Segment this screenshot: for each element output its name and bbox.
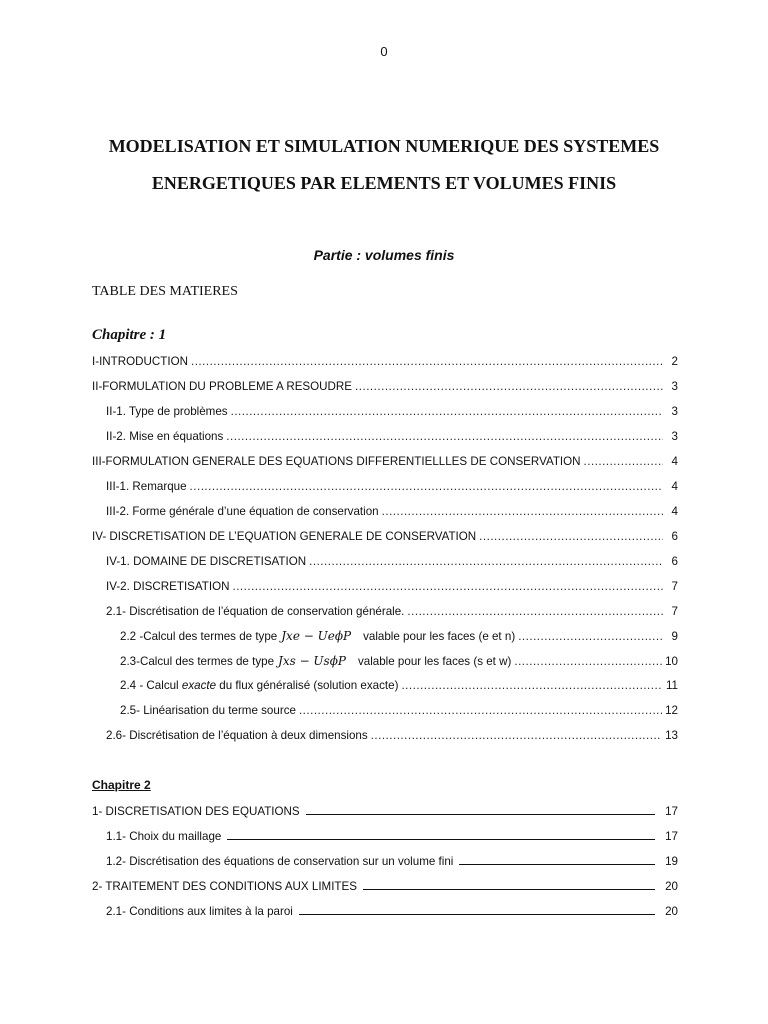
dot-leader [226, 428, 663, 446]
dot-leader [407, 603, 663, 621]
dot-leader [479, 528, 663, 546]
toc-entry [92, 528, 678, 546]
toc-entry-italic: exacte [181, 679, 217, 692]
dot-leader [518, 628, 663, 646]
toc-entry-suffix: du flux généralisé (solution exacte) [219, 679, 399, 692]
toc-entry-text: 2- TRAITEMENT DES CONDITIONS AUX LIMITES [92, 880, 357, 893]
toc-entry-page: 3 [671, 380, 678, 393]
dot-leader [190, 478, 663, 496]
line-leader [459, 852, 655, 865]
toc-entry [92, 353, 678, 371]
toc-entry [92, 802, 678, 820]
toc-entry [106, 902, 678, 920]
toc-entry-suffix: valable pour les faces (e et n) [363, 630, 516, 643]
toc-entry-page: 12 [665, 704, 678, 717]
toc-entry-prefix: 2.2 -Calcul des termes de type [120, 630, 278, 643]
toc-entry-text: 1.2- Discrétisation des équations de conservation sur un volume fini [106, 855, 454, 868]
toc-entry-text: III-1. Remarque [106, 480, 187, 493]
toc-heading: TABLE DES MATIERES [92, 284, 238, 299]
toc-entry [120, 702, 678, 720]
toc-entry-text: IV- DISCRETISATION DE L’EQUATION GENERALE DE CONSERVATION [92, 530, 477, 543]
toc-entry [106, 403, 678, 421]
toc-entry-text: IV-1. DOMAINE DE DISCRETISATION [106, 555, 307, 568]
document-title-line-1: MODELISATION ET SIMULATION NUMERIQUE DES SYSTEMES [108, 136, 660, 156]
toc-entry-page: 20 [665, 880, 678, 893]
dot-leader [309, 553, 663, 571]
toc-entry-text [120, 627, 515, 646]
toc-entry [92, 877, 678, 895]
toc-entry [106, 503, 678, 521]
dot-leader [231, 403, 663, 421]
toc-entry [106, 603, 678, 621]
toc-entry-text: II-1. Type de problèmes [106, 405, 228, 418]
toc-entry [120, 627, 678, 645]
toc-entry [106, 852, 678, 870]
toc-entry-text: 1- DISCRETISATION DES EQUATIONS [92, 805, 300, 818]
dot-leader [584, 453, 663, 471]
toc-entry [106, 428, 678, 446]
toc-entry-page: 7 [671, 580, 678, 593]
toc-entry-text: II-FORMULATION DU PROBLEME A RESOUDRE [92, 380, 353, 393]
toc-entry-page: 4 [671, 505, 678, 518]
toc-entry-page: 4 [671, 480, 678, 493]
line-leader [363, 877, 655, 890]
toc-entry-prefix: 2.3-Calcul des termes de type [120, 655, 275, 668]
document-title-line-2: ENERGETIQUES PAR ELEMENTS ET VOLUMES FINIS [151, 173, 617, 193]
dot-leader [355, 378, 663, 396]
toc-entry [106, 827, 678, 845]
toc-entry-text: 2.6- Discrétisation de l’équation à deux dimensions [106, 729, 368, 742]
toc-entry-page: 2 [671, 355, 678, 368]
line-leader [227, 827, 655, 840]
math-expression: Jxe − UeϕP [281, 629, 352, 643]
toc-entry-page: 4 [671, 455, 678, 468]
toc-entry-text: I-INTRODUCTION [92, 355, 188, 368]
dot-leader [371, 727, 662, 745]
toc-entry-page: 9 [671, 630, 678, 643]
toc-entry-page: 7 [671, 605, 678, 618]
toc-entry-text: 2.5- Linéarisation du terme source [120, 704, 296, 717]
toc-entry-page: 10 [665, 655, 678, 668]
toc-entry-text: 2.1- Discrétisation de l’équation de conservation générale. [106, 605, 405, 618]
toc-entry [106, 578, 678, 596]
toc-entry-text [120, 652, 511, 671]
toc-entry-page: 17 [665, 805, 678, 818]
toc-entry-page: 11 [665, 679, 678, 692]
toc-entry-text [120, 677, 398, 695]
dot-leader [382, 503, 663, 521]
toc-entry-page: 6 [671, 555, 678, 568]
toc-entry-page: 3 [671, 430, 678, 443]
dot-leader [401, 677, 663, 695]
chapter-2-heading: Chapitre 2 [92, 778, 151, 792]
toc-entry-page: 3 [671, 405, 678, 418]
toc-entry [106, 727, 678, 745]
dot-leader [299, 702, 662, 720]
dot-leader [514, 653, 662, 671]
toc-entry-page: 20 [665, 905, 678, 918]
toc-entry [92, 453, 678, 471]
line-leader [299, 902, 655, 915]
toc-entry-text: 1.1- Choix du maillage [106, 830, 222, 843]
toc-entry-text: III-2. Forme générale d’une équation de conservation [106, 505, 379, 518]
toc-entry-suffix: valable pour les faces (s et w) [357, 655, 512, 668]
dot-leader [191, 353, 663, 371]
toc-entry-page: 19 [665, 855, 678, 868]
toc-entry-text: III-FORMULATION GENERALE DES EQUATIONS DIFFERENTIELLLES DE CONSERVATION [92, 455, 581, 468]
toc-entry-page: 13 [665, 729, 678, 742]
chapter-1-heading: Chapitre : 1 [92, 327, 167, 343]
math-expression: Jxs − UsϕP [278, 654, 346, 668]
toc-entry [120, 677, 678, 695]
toc-entry-text: II-2. Mise en équations [106, 430, 224, 443]
toc-entry [120, 652, 678, 670]
page-number: 0 [380, 44, 388, 59]
line-leader [306, 802, 655, 815]
toc-entry [106, 553, 678, 571]
toc-entry-page: 17 [665, 830, 678, 843]
toc-entry [106, 478, 678, 496]
toc-entry-text: 2.1- Conditions aux limites à la paroi [106, 905, 293, 918]
dot-leader [232, 578, 663, 596]
subtitle: Partie : volumes finis [313, 247, 455, 263]
toc-entry-prefix: 2.4 - Calcul [120, 679, 179, 692]
toc-entry-page: 6 [671, 530, 678, 543]
toc-entry [92, 378, 678, 396]
toc-entry-text: IV-2. DISCRETISATION [106, 580, 230, 593]
